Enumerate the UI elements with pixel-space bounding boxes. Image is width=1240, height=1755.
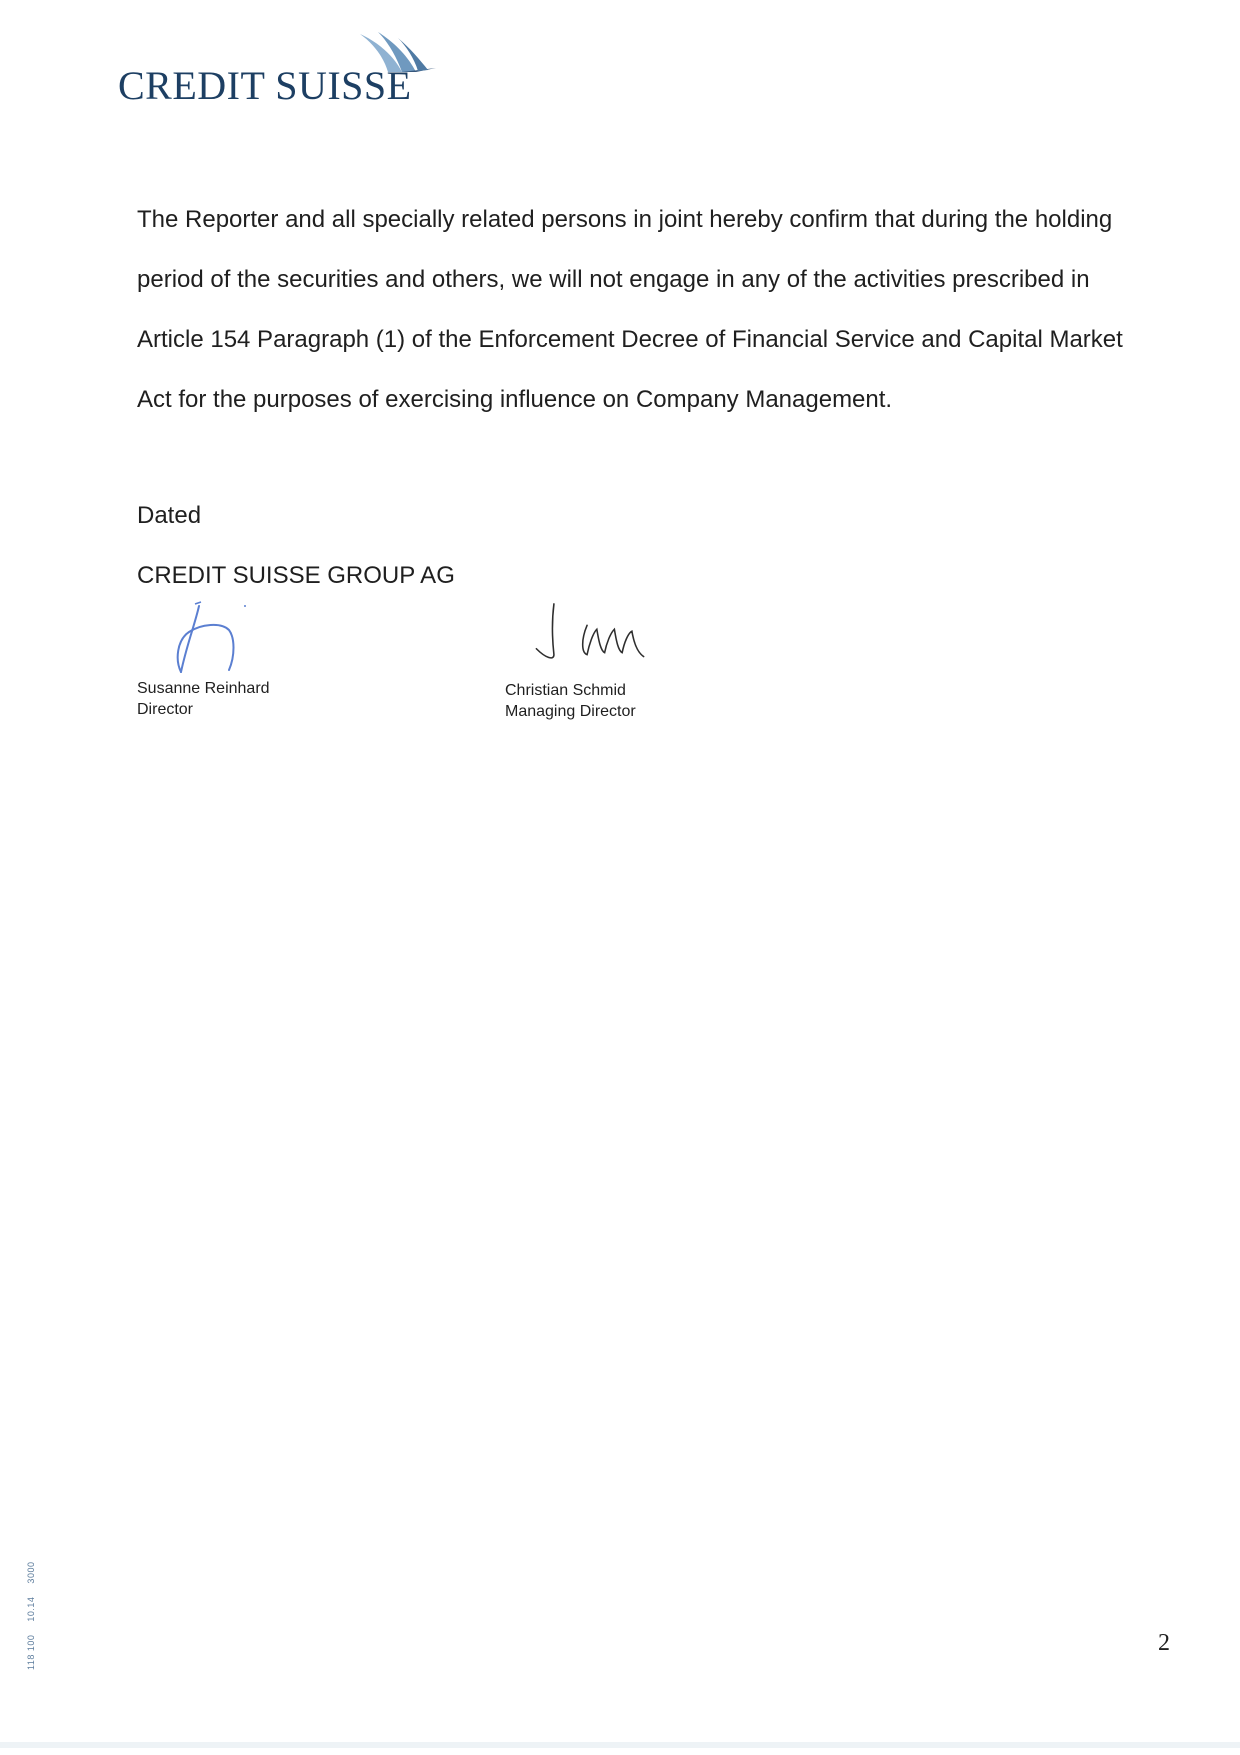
print-code-part: 10.14 — [26, 1596, 36, 1622]
signature-block-christian-schmid — [505, 600, 765, 722]
print-code-part: 118 100 — [26, 1634, 36, 1670]
signatory-title: Director — [137, 701, 194, 718]
handwritten-signature — [137, 600, 257, 678]
bottom-edge — [0, 1742, 1240, 1748]
confirmation-paragraph: The Reporter and all specially related persons in joint hereby confirm that during the holding period of the securities and others, we will not engage in any of the activities prescribed in Article 154 Paragraph (1) of the Enforcement Decree of Financial Service and Capital Market Act for the purposes of exercising influence on Company Management. — [137, 206, 1123, 413]
print-code-part: 3000 — [26, 1561, 36, 1584]
credit-suisse-logo — [118, 32, 438, 112]
signatory-title: Managing Director — [505, 703, 636, 720]
signatory-name: Susanne Reinhard — [137, 680, 270, 697]
handwritten-signature — [505, 600, 675, 678]
signatory-name: Christian Schmid — [505, 682, 626, 699]
page-number: 2 — [1158, 1630, 1170, 1656]
company-name: CREDIT SUISSE GROUP AG — [137, 562, 455, 589]
print-reference-code — [26, 1552, 36, 1670]
signature-block-susanne-reinhard — [137, 600, 397, 720]
dated-label: Dated — [137, 502, 202, 529]
logo-wordmark: CREDIT SUISSE — [118, 63, 412, 108]
